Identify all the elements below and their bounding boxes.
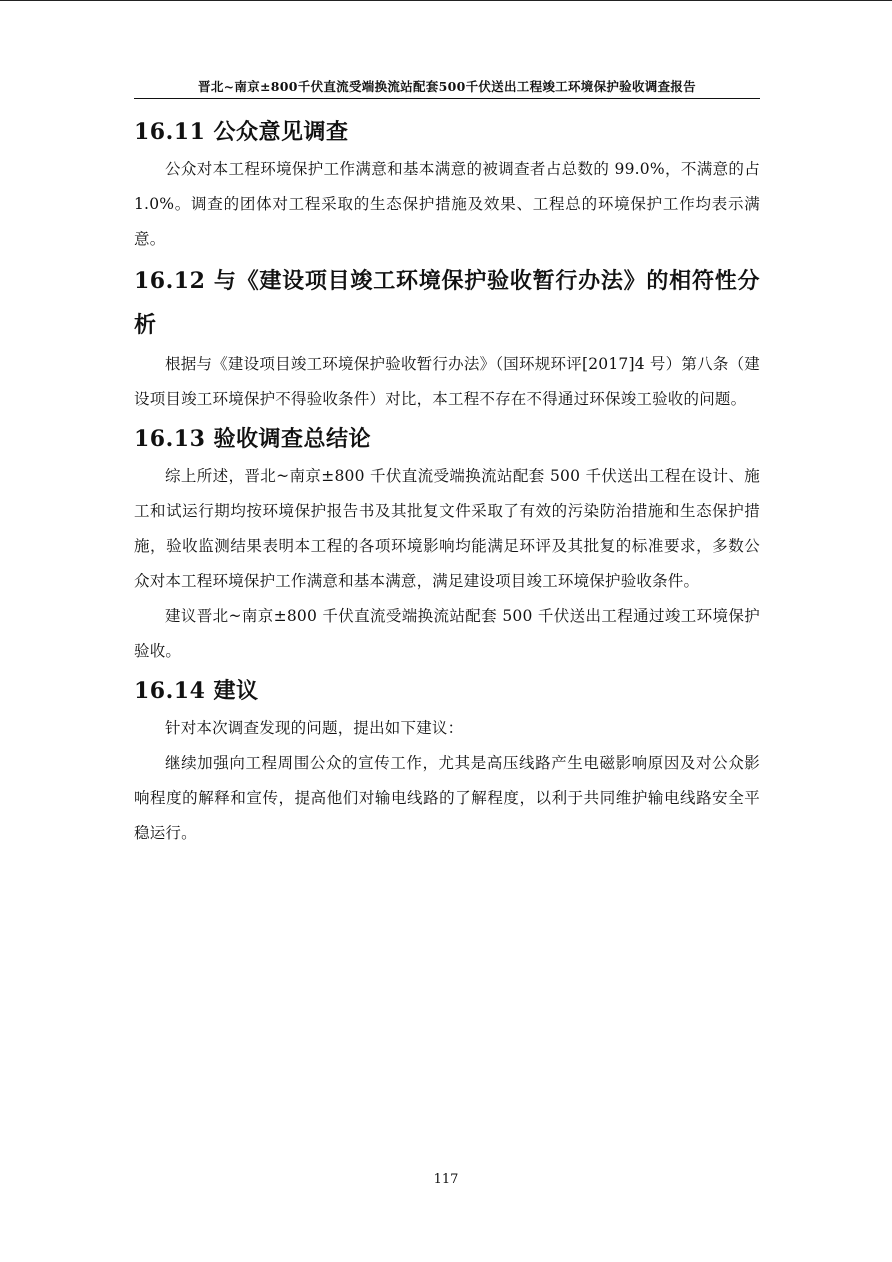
- paragraph: 根据与《建设项目竣工环境保护验收暂行办法》（国环规环评[2017]4 号）第八条（建设项目竣工环境保护不得验收条件）对比，本工程不存在不得通过环保竣工验收的问题。: [134, 355, 760, 408]
- paragraph: 针对本次调查发现的问题，提出如下建议：: [165, 719, 464, 737]
- document-body: [134, 112, 760, 853]
- page-top-border: [0, 0, 892, 1]
- paragraph: 继续加强向工程周围公众的宣传工作，尤其是高压线路产生电磁影响原因及对公众影响程度的解释和宣传，提高他们对输电线路的了解程度，以利于共同维护输电线路安全平稳运行。: [134, 754, 760, 842]
- section-heading: 16.14 建议: [134, 678, 259, 704]
- section-heading: 16.11 公众意见调查: [134, 119, 349, 145]
- section-16-12: [134, 259, 760, 417]
- section-heading: 16.13 验收调查总结论: [134, 426, 372, 452]
- section-16-14: [134, 671, 760, 851]
- section-heading: 16.12 与《建设项目竣工环境保护验收暂行办法》的相符性分析: [134, 268, 760, 338]
- section-16-13: [134, 419, 760, 669]
- running-header: 晋北~南京±800千伏直流受端换流站配套500千伏送出工程竣工环境保护验收调查报告: [198, 79, 696, 94]
- paragraph: 综上所述，晋北~南京±800 千伏直流受端换流站配套 500 千伏送出工程在设计、施工和试运行期均按环境保护报告书及其批复文件采取了有效的污染防治措施和生态保护措施，验收监测结果表明本工程的各项环境影响均能满足环评及其批复的标准要求，多数公众对本工程环境保护工作满意和基本满意，满足建设项目竣工环境保护验收条件。: [134, 467, 760, 590]
- page-number: 117: [433, 1172, 459, 1187]
- section-16-11: [134, 112, 760, 257]
- header-rule: [134, 98, 760, 99]
- paragraph: 公众对本工程环境保护工作满意和基本满意的被调查者占总数的 99.0%，不满意的占 1.0%。调查的团体对工程采取的生态保护措施及效果、工程总的环境保护工作均表示满意。: [134, 160, 760, 248]
- paragraph: 建议晋北~南京±800 千伏直流受端换流站配套 500 千伏送出工程通过竣工环境保护验收。: [134, 607, 760, 660]
